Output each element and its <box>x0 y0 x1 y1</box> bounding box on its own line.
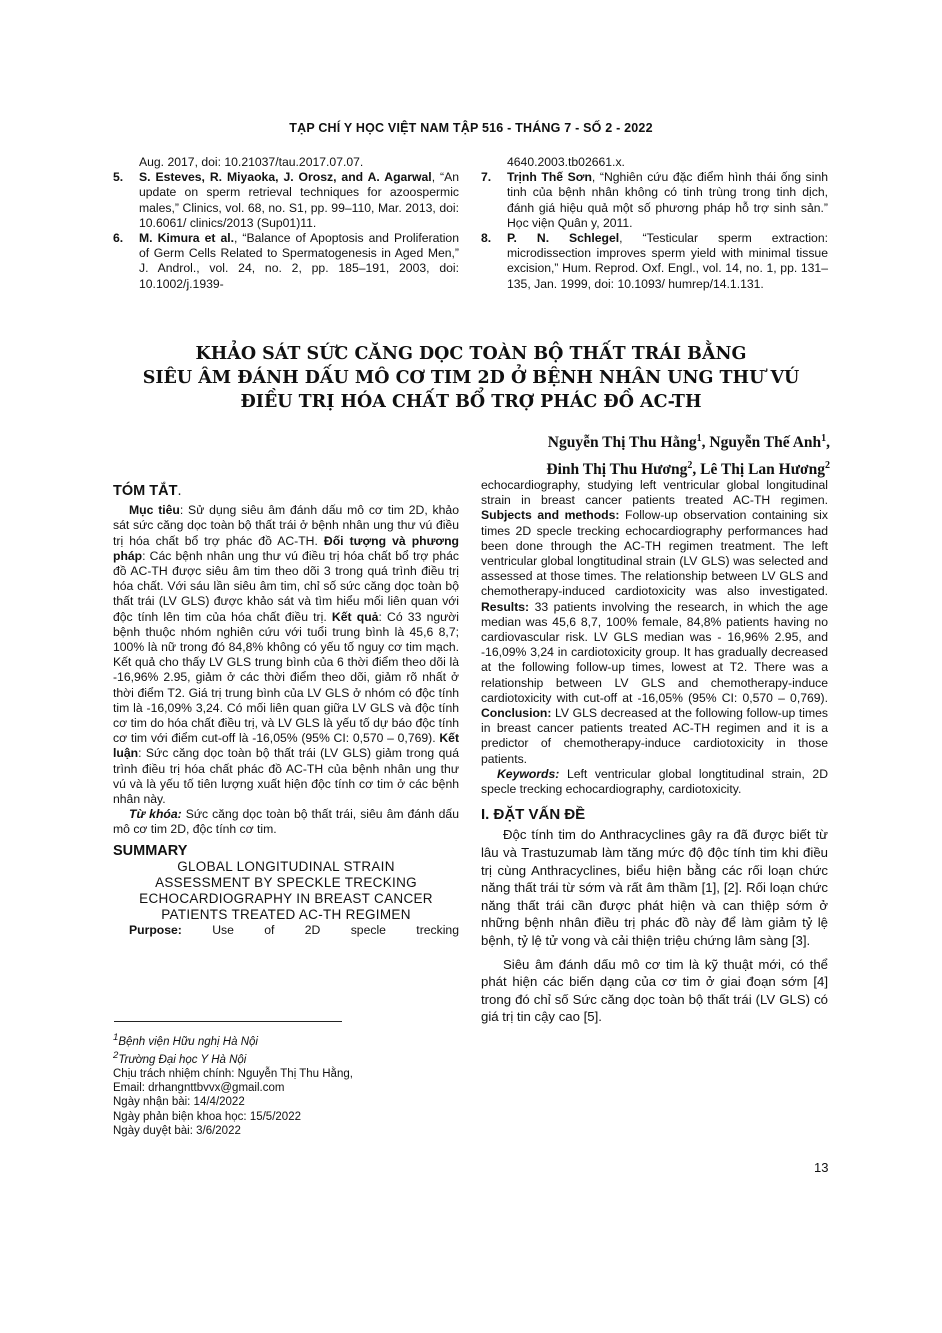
reference-text: , “Testicular sperm extraction: microdissection improves sperm yield with minimal tissue excision,” Hum. Reprod. Oxf. Engl., vol. 14, no. 1, pp. 131–135, Jan. 1999, doi: 10.1093/ humrep/14.1.131. <box>507 231 828 291</box>
author-name: Nguyễn Thị Thu Hằng <box>547 434 697 452</box>
abstract-right-column <box>481 478 828 1026</box>
article-title <box>0 342 942 414</box>
tu-khoa: Từ khóa: Sức căng dọc toàn bộ thất trái, siêu âm đánh dấu mô cơ tim 2D, độc tính cơ tim. <box>113 807 459 837</box>
intro-heading: I. ĐẶT VẤN ĐỀ <box>481 806 586 824</box>
keywords: Keywords: Left ventricular global longtitudinal strain, 2D specle trecking echocardiography, cardiotoxicity. <box>481 766 828 797</box>
summary-title-line: GLOBAL LONGITUDINAL STRAIN <box>177 858 395 874</box>
affiliation-mark: 2 <box>687 460 693 472</box>
author-name: Đinh Thị Thu Hương <box>546 461 688 479</box>
reference-continuation: Aug. 2017, doi: 10.21037/tau.2017.07.07. <box>139 155 364 169</box>
affiliation-2: $^2$Trường Đại học Y Hà Nội <box>113 1050 247 1066</box>
reference-text: , “Balance of Apoptosis and Proliferation of Germ Cells Related to Spermatogenesis in Aged Men,” J. Androl., vol. 24, no. 2, pp. 185–191, 2003, doi: 10.1002/j.1939- <box>139 231 459 291</box>
tom-tat-heading: TÓM TẮT. <box>113 483 182 499</box>
author-name: , Lê Thị Lan Hương <box>692 461 825 479</box>
summary-title-line: PATIENTS TREATED AC-TH REGIMEN <box>161 906 411 922</box>
intro-paragraph: Siêu âm đánh dấu mô cơ tim là kỹ thuật mới, có thể phát hiện các biến dạng của cơ tim ở giai đoạn sớm [4] trong đó chỉ số Sức căng dọc toàn bộ thất trái (LV GLS) có giá trị tin cậy cao [5]. <box>481 956 828 1025</box>
affiliation-1: $^1$Bệnh viện Hữu nghị Hà Nội <box>113 1032 258 1048</box>
references-left <box>113 155 459 292</box>
author-name: , Nguyễn Thế Anh <box>701 434 822 452</box>
intro-body <box>481 826 828 1026</box>
reference-text: , “Nghiên cứu đặc điểm hình thái ống sinh tinh của bệnh nhân không có tinh trùng trong tinh dịch, đánh giá hiệu quả một số phương pháp hỗ trợ sinh sản.” Học viện Quân y, 2011. <box>507 170 828 230</box>
journal-header: TẠP CHÍ Y HỌC VIỆT NAM TẬP 516 - THÁNG 7 - SỐ 2 - 2022 <box>289 121 653 135</box>
email: Email: drhangnttbvvx@gmail.com <box>113 1082 285 1095</box>
reference-number: 7. <box>481 170 492 185</box>
author-separator: , <box>826 434 830 452</box>
reference-authors: S. Esteves, R. Miyaoka, J. Orosz, and A. Agarwal <box>139 170 432 185</box>
received-date: Ngày nhận bài: 14/4/2022 <box>113 1096 245 1109</box>
reference-number: 6. <box>113 231 124 246</box>
intro-paragraph: Độc tính tim do Anthracyclines gây ra đã được biết từ lâu và Trastuzumab làm tăng mức độ độc tính tim khi điều trị cùng Anthracyclines, biểu hiện bằng các rối loạn chức năng thất trái từ sớm và rất âm thầm [1], [2]. Rối loạn chức năng thất trái cần được phát hiện và can thiệp sớm ở những bệnh nhân điều trị phác đồ này để làm giảm tỷ lệ bệnh, tỷ lệ tử vong và cải thiện triệu chứng lâm sàng [3]. <box>481 827 828 949</box>
reference-continuation: 4640.2003.tb02661.x. <box>507 155 625 169</box>
footnotes <box>113 1031 459 1138</box>
title-line: SIÊU ÂM ĐÁNH DẤU MÔ CƠ TIM 2D Ở BỆNH NHÂN UNG THƯ VÚ <box>142 368 800 388</box>
reference-item <box>481 231 828 292</box>
summary-heading: SUMMARY <box>113 842 188 859</box>
reference-item <box>481 170 828 231</box>
accepted-date: Ngày duyệt bài: 3/6/2022 <box>113 1124 241 1137</box>
references-right <box>481 155 828 292</box>
reference-item <box>113 231 459 292</box>
reference-number: 8. <box>481 231 492 246</box>
summary-title <box>113 859 459 923</box>
reference-authors: Trịnh Thế Sơn <box>507 170 592 185</box>
reference-item <box>113 170 459 231</box>
reference-authors: M. Kimura et al. <box>139 231 234 246</box>
corresponding-author: Chịu trách nhiệm chính: Nguyễn Thị Thu Hằng, <box>113 1068 353 1081</box>
affiliation-mark: 2 <box>825 460 830 472</box>
tom-tat-body: Mục tiêu: Sử dụng siêu âm đánh dấu mô cơ tim 2D, khảo sát sức căng dọc toàn bộ thất trái ở bệnh nhân ung thư vú điều trị hóa chất bổ trợ phác đồ AC-TH. Đối tượng và phương pháp: Các bệnh nhân ung thư vú điều trị hóa chất bổ trợ phác đồ AC-TH được siêu âm tim theo dõi 3 trong quá trình điều trị hóa chất. Với sáu lần siêu âm tim, chỉ số sức căng dọc toàn bộ thất trái (LV GLS) được khảo sát và tìm hiểu mối liên quan với độc tính lên tim của hóa chất điều trị. Kết quả: Có 33 người bệnh thuộc nhóm nghiên cứu với tuổi trung bình là 45,6 8,7; 100% là nữ trong đó 84,8% không có yếu tố nguy cơ tim mạch. Kết quả cho thấy LV GLS trung bình của 6 thời điểm theo dõi là -16,96% 2.95, giảm ở các thời điểm theo dõi, giảm rõ nhất ở thời điểm T2. Giá trị trung bình của LV GLS ở nhóm có độc tính tim là -16,09% 3,24. Có mối liên quan giữa LV GLS và độc tính cơ tim do hóa chất điều trị, và LV GLS là yếu tố dự báo độc tính cơ tim với điểm cut-off là -16,05% (95% CI: 0,570 – 0,769). Kết luận: Sức căng dọc toàn bộ thất trái (LV GLS) giảm trong quá trình điều trị hóa chất phác đồ AC-TH của bệnh nhân ung thư vú và là yếu tố tiên lượng xuất hiện độc tính cơ tim ở các bệnh nhân này. <box>113 503 459 807</box>
summary-body: echocardiography, studying left ventricular global longitudinal strain in breast cancer patients treated AC-TH regimen. Subjects and methods: Follow-up observation containing six times 2D specle trecking echocardiography performances had been done through the AC-TH regimen treatment. The left ventricular global longtitudinal strain (LV GLS) was selected and assessed at those times. The relationship between LV GLS and chemotherapy-induced cardiotoxicity was also investigated. Results: 33 patients involving the research, in which the age median was 45,6 8,7, 100% female, 84,8% patients having no cardiovascular risk. LV GLS median was - 16,96% 2.95, and -16,09% 3,24 in cardiotoxicity group. It has gradually decreased at the following follow-up times, lowest at T2. There was a relationship between LV GLS and chemotherapy-induce cardiotoxicity with cut-off at -16,05% (95% CI: 0,570 – 0,769). Conclusion: LV GLS decreased at the following follow-up times in breast cancer patients treated AC-TH regimen and it is a predictor of chemotherapy-induce cardiotoxicity in those patients. <box>481 478 828 766</box>
title-line: KHẢO SÁT SỨC CĂNG DỌC TOÀN BỘ THẤT TRÁI BẰNG <box>195 344 747 364</box>
abstract-left-column <box>113 484 459 938</box>
affiliation-mark: 1 <box>821 433 827 444</box>
reference-authors: P. N. Schlegel <box>507 231 620 246</box>
summary-title-line: ECHOCARDIOGRAPHY IN BREAST CANCER <box>139 890 433 906</box>
page-number: 13 <box>814 1160 829 1175</box>
summary-purpose: Purpose: Use of 2D specle trecking <box>129 922 459 937</box>
reference-text: , “An update on sperm retrieval techniques for azoospermic males,” Clinics, vol. 68, no. S1, pp. 99–110, Mar. 2013, doi: 10.6061/ clinics/2013 (Sup01)11. <box>139 170 459 230</box>
author-list <box>546 427 830 481</box>
summary-title-line: ASSESSMENT BY SPECKLE TRECKING <box>155 874 417 890</box>
title-line: ĐIỀU TRỊ HÓA CHẤT BỔ TRỢ PHÁC ĐỒ AC-TH <box>240 392 702 412</box>
reference-number: 5. <box>113 170 124 185</box>
affiliation-mark: 1 <box>696 433 702 444</box>
footnote-divider <box>114 1021 342 1022</box>
reviewed-date: Ngày phản biện khoa học: 15/5/2022 <box>113 1110 301 1123</box>
